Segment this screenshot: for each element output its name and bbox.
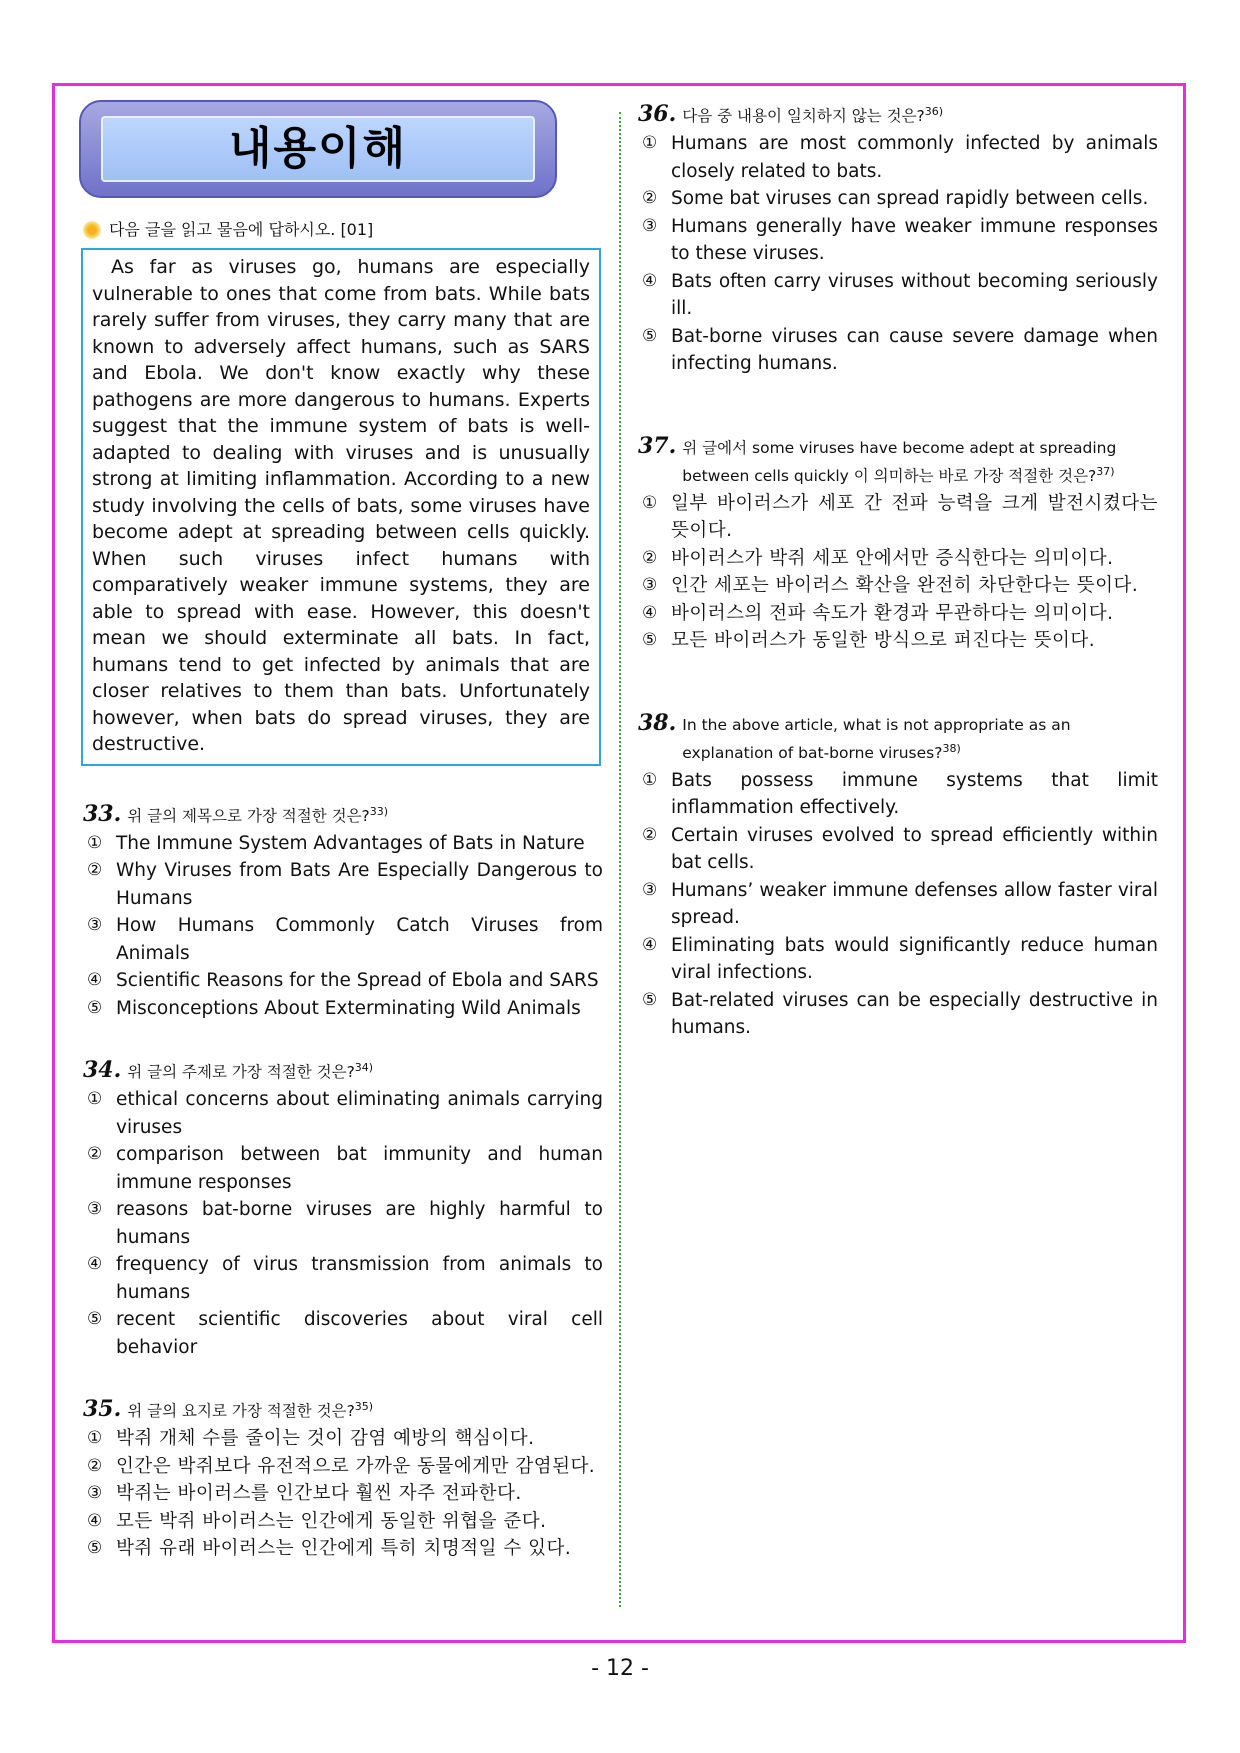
option-marker: ③ xyxy=(87,915,103,936)
option-text: reasons bat-borne viruses are highly harmful to humans xyxy=(116,1199,603,1248)
option-marker: ⑤ xyxy=(87,1309,103,1330)
question-38 xyxy=(638,711,1158,1042)
footnote-ref: 33) xyxy=(369,804,389,818)
right-column xyxy=(638,100,1158,1042)
option-marker: ④ xyxy=(642,934,658,955)
question-number: 38. xyxy=(638,709,677,736)
answer-option[interactable] xyxy=(87,1141,603,1196)
flower-icon xyxy=(83,221,101,239)
question-text: 위 글의 제목으로 가장 적절한 것은? xyxy=(127,806,370,825)
footnote-ref: 37) xyxy=(1096,464,1115,478)
answer-option[interactable] xyxy=(87,1535,603,1563)
option-text: Humans generally have weaker immune responses to these viruses. xyxy=(671,215,1158,265)
question-text: 다음 중 내용이 일치하지 않는 것은? xyxy=(682,107,925,126)
option-text: Humans are most commonly infected by animals closely related to bats. xyxy=(671,133,1158,182)
option-text: 모든 바이러스가 동일한 방식으로 퍼진다는 뜻이다. xyxy=(671,630,1096,652)
option-marker: ⑤ xyxy=(87,1538,103,1559)
answer-option[interactable] xyxy=(87,857,603,912)
instruction xyxy=(83,218,603,242)
answer-option[interactable] xyxy=(642,323,1158,378)
option-marker: ④ xyxy=(642,602,658,623)
answer-option[interactable] xyxy=(87,1251,603,1306)
question-number: 33. xyxy=(83,800,122,827)
option-marker: ③ xyxy=(642,879,658,900)
section-title-banner xyxy=(79,100,557,198)
option-marker: ② xyxy=(87,1455,103,1476)
option-marker: ② xyxy=(87,1144,103,1165)
answer-option[interactable] xyxy=(642,600,1158,628)
option-marker: ④ xyxy=(642,270,658,291)
question-34 xyxy=(83,1056,603,1361)
question-36 xyxy=(638,100,1158,378)
question-number: 36. xyxy=(638,101,677,128)
question-35 xyxy=(83,1395,603,1563)
option-text: 바이러스의 전파 속도가 환경과 무관하다는 의미이다. xyxy=(671,602,1114,624)
answer-options xyxy=(638,490,1158,655)
answer-option[interactable] xyxy=(642,987,1158,1042)
option-text: Misconceptions About Exterminating Wild Animals xyxy=(116,997,581,1019)
footnote-ref: 36) xyxy=(924,105,944,118)
question-stem xyxy=(638,100,1158,128)
question-text: 위 글의 주제로 가장 적절한 것은? xyxy=(127,1063,355,1082)
answer-option[interactable] xyxy=(642,545,1158,573)
option-text: Bats often carry viruses without becoming seriously ill. xyxy=(671,270,1158,320)
question-text: 위 글의 요지로 가장 적절한 것은? xyxy=(127,1402,355,1421)
option-text: How Humans Commonly Catch Viruses from Animals xyxy=(116,915,603,964)
question-text: 위 글에서 some viruses have become adept at spreading between cells quickly 이 의미하는 바로 가장 적절한 것은? xyxy=(682,438,1117,485)
answer-option[interactable] xyxy=(642,268,1158,323)
answer-option[interactable] xyxy=(642,213,1158,268)
option-text: 일부 바이러스가 세포 간 전파 능력을 크게 발전시켰다는 뜻이다. xyxy=(671,492,1158,542)
option-marker: ⑤ xyxy=(642,325,658,346)
option-marker: ① xyxy=(87,832,103,853)
option-marker: ③ xyxy=(642,575,658,596)
answer-option[interactable] xyxy=(87,1425,603,1453)
option-marker: ③ xyxy=(87,1483,103,1504)
option-text: 인간 세포는 바이러스 확산을 완전히 차단한다는 뜻이다. xyxy=(671,575,1139,597)
option-text: 바이러스가 박쥐 세포 안에서만 증식한다는 의미이다. xyxy=(671,547,1114,569)
question-number: 35. xyxy=(83,1396,122,1423)
footnote-ref: 34) xyxy=(354,1061,374,1075)
option-text: Bat-related viruses can be especially destructive in humans. xyxy=(671,989,1158,1039)
reading-passage xyxy=(81,248,601,766)
question-text: In the above article, what is not appropriate as an explanation of bat-borne viruses? xyxy=(682,715,1071,762)
option-text: Bat-borne viruses can cause severe damage when infecting humans. xyxy=(671,325,1158,375)
option-text: Some bat viruses can spread rapidly between cells. xyxy=(671,188,1149,210)
option-marker: ① xyxy=(642,492,658,513)
option-marker: ⑤ xyxy=(87,997,103,1018)
option-text: 박쥐는 바이러스를 인간보다 훨씬 자주 전파한다. xyxy=(116,1483,522,1505)
option-text: frequency of virus transmission from animals to humans xyxy=(116,1254,603,1303)
answer-option[interactable] xyxy=(87,1306,603,1361)
option-text: Bats possess immune systems that limit inflammation effectively. xyxy=(671,769,1158,819)
option-marker: ④ xyxy=(87,1254,103,1275)
answer-option[interactable] xyxy=(642,767,1158,822)
page-number: - 12 - xyxy=(591,1656,649,1681)
option-marker: ⑤ xyxy=(642,630,658,651)
answer-option[interactable] xyxy=(642,932,1158,987)
answer-option[interactable] xyxy=(87,1508,603,1536)
option-text: 모든 박쥐 바이러스는 인간에게 동일한 위협을 준다. xyxy=(116,1510,547,1532)
option-text: Humans’ weaker immune defenses allow faster viral spread. xyxy=(671,879,1158,929)
option-text: comparison between bat immunity and human immune responses xyxy=(116,1144,603,1193)
option-marker: ⑤ xyxy=(642,989,658,1010)
answer-option[interactable] xyxy=(642,822,1158,877)
answer-option[interactable] xyxy=(87,1480,603,1508)
option-marker: ② xyxy=(642,824,658,845)
left-column xyxy=(83,100,603,1563)
option-marker: ② xyxy=(642,547,658,568)
footnote-ref: 38) xyxy=(942,741,961,755)
option-text: recent scientific discoveries about viral cell behavior xyxy=(116,1309,603,1358)
answer-option[interactable] xyxy=(642,185,1158,213)
answer-option[interactable] xyxy=(642,490,1158,545)
question-stem xyxy=(638,434,1158,488)
answer-options xyxy=(638,130,1158,378)
option-marker: ① xyxy=(87,1428,103,1449)
question-37 xyxy=(638,434,1158,655)
answer-options xyxy=(638,767,1158,1042)
option-text: 박쥐 개체 수를 줄이는 것이 감염 예방의 핵심이다. xyxy=(116,1428,535,1450)
answer-option[interactable] xyxy=(87,1086,603,1141)
option-text: Eliminating bats would significantly reduce human viral infections. xyxy=(671,934,1158,984)
question-number: 37. xyxy=(638,432,677,459)
question-33 xyxy=(83,800,603,1023)
answer-option[interactable] xyxy=(87,1453,603,1481)
option-marker: ① xyxy=(642,133,658,154)
passage-text: As far as viruses go, humans are especially vulnerable to ones that come from bats. While bats rarely suffer from viruses, they carry many that are known to adversely affect humans, such as SARS and Ebola. We don't know exactly why these pathogens are more dangerous to humans. Experts suggest that the immune system of bats is well-adapted to dealing with viruses and is unusually strong at limiting inflammation. According to a new study involving the cells of bats, some viruses have become adept at spreading between cells quickly. When such viruses infect humans with comparatively weaker immune systems, they are able to spread with ease. However, this doesn't mean we should exterminate all bats. In fact, humans tend to get infected by animals that are closer relatives to them than bats. Unfortunately however, when bats do spread viruses, they are destructive. xyxy=(92,256,590,755)
answer-option[interactable] xyxy=(87,830,603,858)
question-stem xyxy=(83,1395,603,1423)
option-marker: ④ xyxy=(87,970,103,991)
answer-option[interactable] xyxy=(642,627,1158,655)
question-stem xyxy=(638,711,1158,765)
option-text: Certain viruses evolved to spread efficiently within bat cells. xyxy=(671,824,1158,874)
option-marker: ④ xyxy=(87,1510,103,1531)
option-text: 인간은 박쥐보다 유전적으로 가까운 동물에게만 감염된다. xyxy=(116,1455,596,1477)
option-text: Scientific Reasons for the Spread of Ebola and SARS xyxy=(116,970,599,992)
question-stem xyxy=(83,800,603,828)
option-marker: ① xyxy=(87,1089,103,1110)
answer-options xyxy=(83,1425,603,1563)
column-divider xyxy=(619,112,621,1607)
answer-options xyxy=(83,830,603,1023)
answer-options xyxy=(83,1086,603,1361)
option-text: ethical concerns about eliminating animals carrying viruses xyxy=(116,1089,603,1138)
option-text: The Immune System Advantages of Bats in Nature xyxy=(116,832,585,854)
answer-option[interactable] xyxy=(87,912,603,967)
section-title: 내용이해 xyxy=(228,123,407,175)
option-marker: ② xyxy=(87,860,103,881)
option-marker: ③ xyxy=(87,1199,103,1220)
answer-option[interactable] xyxy=(642,572,1158,600)
answer-option[interactable] xyxy=(87,1196,603,1251)
answer-option[interactable] xyxy=(87,967,603,995)
option-marker: ① xyxy=(642,769,658,790)
answer-option[interactable] xyxy=(642,877,1158,932)
option-marker: ② xyxy=(642,188,658,209)
instruction-text: 다음 글을 읽고 물음에 답하시오. [01] xyxy=(109,220,374,240)
question-number: 34. xyxy=(83,1057,122,1084)
option-text: Why Viruses from Bats Are Especially Dangerous to Humans xyxy=(116,860,603,909)
answer-option[interactable] xyxy=(642,130,1158,185)
answer-option[interactable] xyxy=(87,995,603,1023)
footnote-ref: 35) xyxy=(354,1400,374,1414)
option-text: 박쥐 유래 바이러스는 인간에게 특히 치명적일 수 있다. xyxy=(116,1538,572,1560)
question-stem xyxy=(83,1056,603,1084)
option-marker: ③ xyxy=(642,215,658,236)
